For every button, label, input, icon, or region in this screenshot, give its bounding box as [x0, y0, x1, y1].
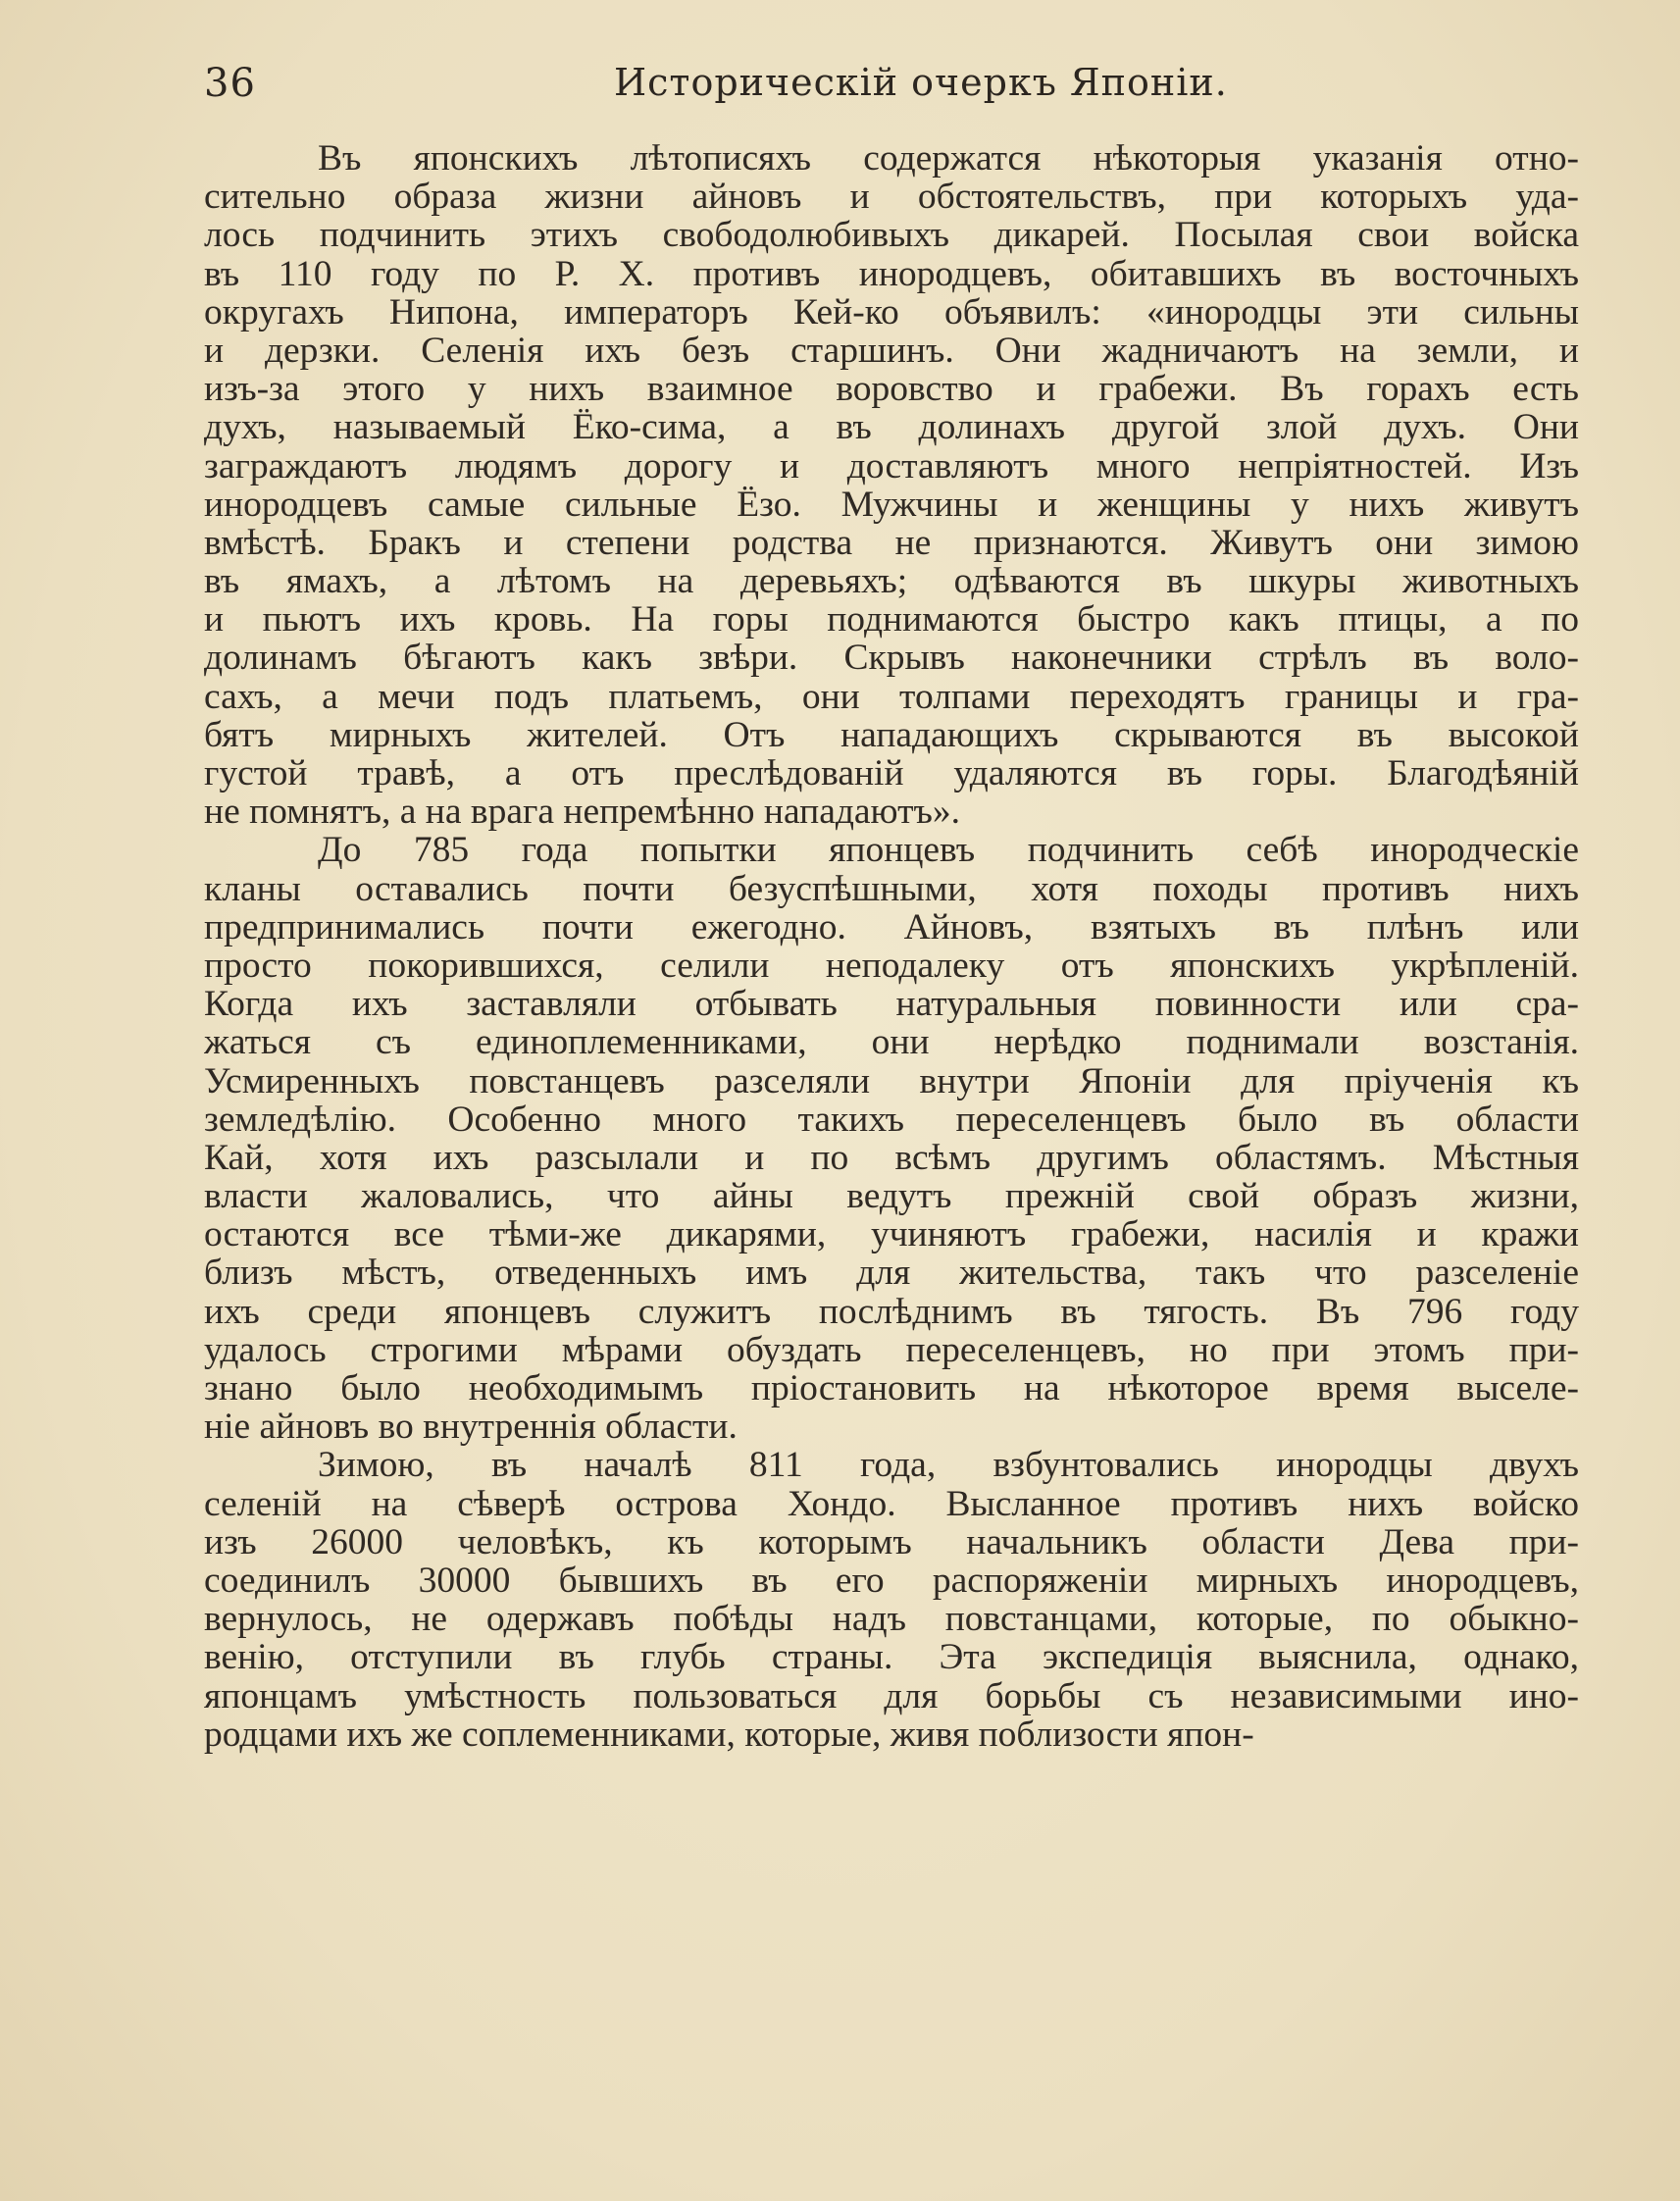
text-line: лось подчинить этихъ свободолюбивыхъ дикарей. Посылая свои войска	[204, 216, 1579, 255]
paragraph	[204, 831, 1579, 1446]
text-line: изъ-за этого у нихъ взаимное воровство и грабежи. Въ горахъ есть	[204, 370, 1579, 409]
text-line: и дерзки. Селенія ихъ безъ старшинъ. Они жадничаютъ на земли, и	[204, 331, 1579, 371]
text-line: Зимою, въ началѣ 811 года, взбунтовались инородцы двухъ	[318, 1446, 1579, 1485]
text-line: духъ, называемый Ёко-сима, а въ долинахъ другой злой духъ. Они	[204, 408, 1579, 447]
text-line: заграждаютъ людямъ дорогу и доставляютъ много непріятностей. Изъ	[204, 446, 1579, 486]
paragraph	[204, 139, 1579, 831]
text-line: бятъ мирныхъ жителей. Отъ нападающихъ скрываются въ высокой	[204, 715, 1579, 754]
text-line: селеній на сѣверѣ острова Хондо. Высланное противъ нихъ войско	[204, 1484, 1579, 1523]
text-line: жаться съ единоплеменниками, они нерѣдко поднимали возстанія.	[204, 1023, 1579, 1062]
paragraph-container	[204, 139, 1579, 1754]
text-line: округахъ Нипона, императоръ Кей-ко объявилъ: «инородцы эти сильны	[204, 292, 1579, 332]
text-line: земледѣлію. Особенно много такихъ переселенцевъ было въ области	[204, 1100, 1579, 1139]
text-line: инородцевъ самые сильные Ёзо. Мужчины и женщины у нихъ живутъ	[204, 485, 1579, 524]
paragraph	[204, 1446, 1579, 1754]
text-line: Усмиренныхъ повстанцевъ разселяли внутри Японіи для пріученія къ	[204, 1061, 1579, 1100]
text-line: изъ 26000 человѣкъ, къ которымъ начальникъ области Дева при-	[204, 1522, 1579, 1561]
text-line: въ 110 году по Р. Х. противъ инородцевъ, обитавшихъ въ восточныхъ	[204, 254, 1579, 293]
text-line: ніе айновъ во внутреннія области.	[204, 1408, 738, 1447]
text-line: Въ японскихъ лѣтописяхъ содержатся нѣкоторыя указанія отно-	[318, 139, 1579, 179]
text-line: просто покорившихся, селили неподалеку отъ японскихъ укрѣпленій.	[204, 946, 1579, 986]
text-line: удалось строгими мѣрами обуздать переселенцевъ, но при этомъ при-	[204, 1330, 1579, 1369]
text-line: въ ямахъ, а лѣтомъ на деревьяхъ; одѣваются въ шкуры животныхъ	[204, 562, 1579, 601]
text-line: близъ мѣстъ, отведенныхъ имъ для жительства, такъ что разселеніе	[204, 1254, 1579, 1293]
text-line: густой травѣ, а отъ преслѣдованій удаляются въ горы. Благодѣяній	[204, 754, 1579, 793]
text-line: кланы оставались почти безуспѣшными, хотя походы противъ нихъ	[204, 869, 1579, 908]
text-line: знано было необходимымъ пріостановить на нѣкоторое время выселе-	[204, 1369, 1579, 1408]
text-line: остаются все тѣми-же дикарями, учиняютъ грабежи, насилія и кражи	[204, 1215, 1579, 1254]
text-line: не помнятъ, а на врага непремѣнно нападаютъ».	[204, 793, 960, 832]
page-number: 36	[204, 61, 256, 106]
text-line: Когда ихъ заставляли отбывать натуральныя повинности или сра-	[204, 985, 1579, 1024]
text-line: Кай, хотя ихъ разсылали и по всѣмъ другимъ областямъ. Мѣстныя	[204, 1138, 1579, 1178]
text-line: венію, отступили въ глубь страны. Эта экспедиція выяснила, однако,	[204, 1638, 1579, 1677]
text-line: родцами ихъ же соплеменниками, которые, живя поблизости япон-	[204, 1715, 1254, 1754]
text-line: японцамъ умѣстность пользоваться для борьбы съ независимыми ино-	[204, 1676, 1579, 1715]
text-line: ихъ среди японцевъ служитъ послѣднимъ въ тягость. Въ 796 году	[204, 1292, 1579, 1331]
text-line: долинамъ бѣгаютъ какъ звѣри. Скрывъ наконечники стрѣлъ въ воло-	[204, 639, 1579, 678]
text-line: сахъ, а мечи подъ платьемъ, они толпами переходятъ границы и гра-	[204, 677, 1579, 716]
text-line: вмѣстѣ. Бракъ и степени родства не признаются. Живутъ они зимою	[204, 523, 1579, 563]
page-header	[204, 61, 1577, 120]
text-line: сительно образа жизни айновъ и обстоятельствъ, при которыхъ уда-	[204, 178, 1579, 217]
running-title: Историческій очеркъ Японіи.	[614, 61, 1228, 104]
text-line: До 785 года попытки японцевъ подчинить себѣ инородческіе	[318, 831, 1579, 870]
text-line: предпринимались почти ежегодно. Айновъ, взятыхъ въ плѣнъ или	[204, 907, 1579, 947]
text-line: вернулось, не одержавъ побѣды надъ повстанцами, которые, по обыкно-	[204, 1600, 1579, 1639]
text-line: и пьютъ ихъ кровь. На горы поднимаются быстро какъ птицы, а по	[204, 600, 1579, 640]
text-line: соединилъ 30000 бывшихъ въ его распоряженіи мирныхъ инородцевъ,	[204, 1561, 1579, 1601]
text-line: власти жаловались, что айны ведутъ прежній свой образъ жизни,	[204, 1177, 1579, 1216]
body-text	[204, 139, 1579, 1754]
